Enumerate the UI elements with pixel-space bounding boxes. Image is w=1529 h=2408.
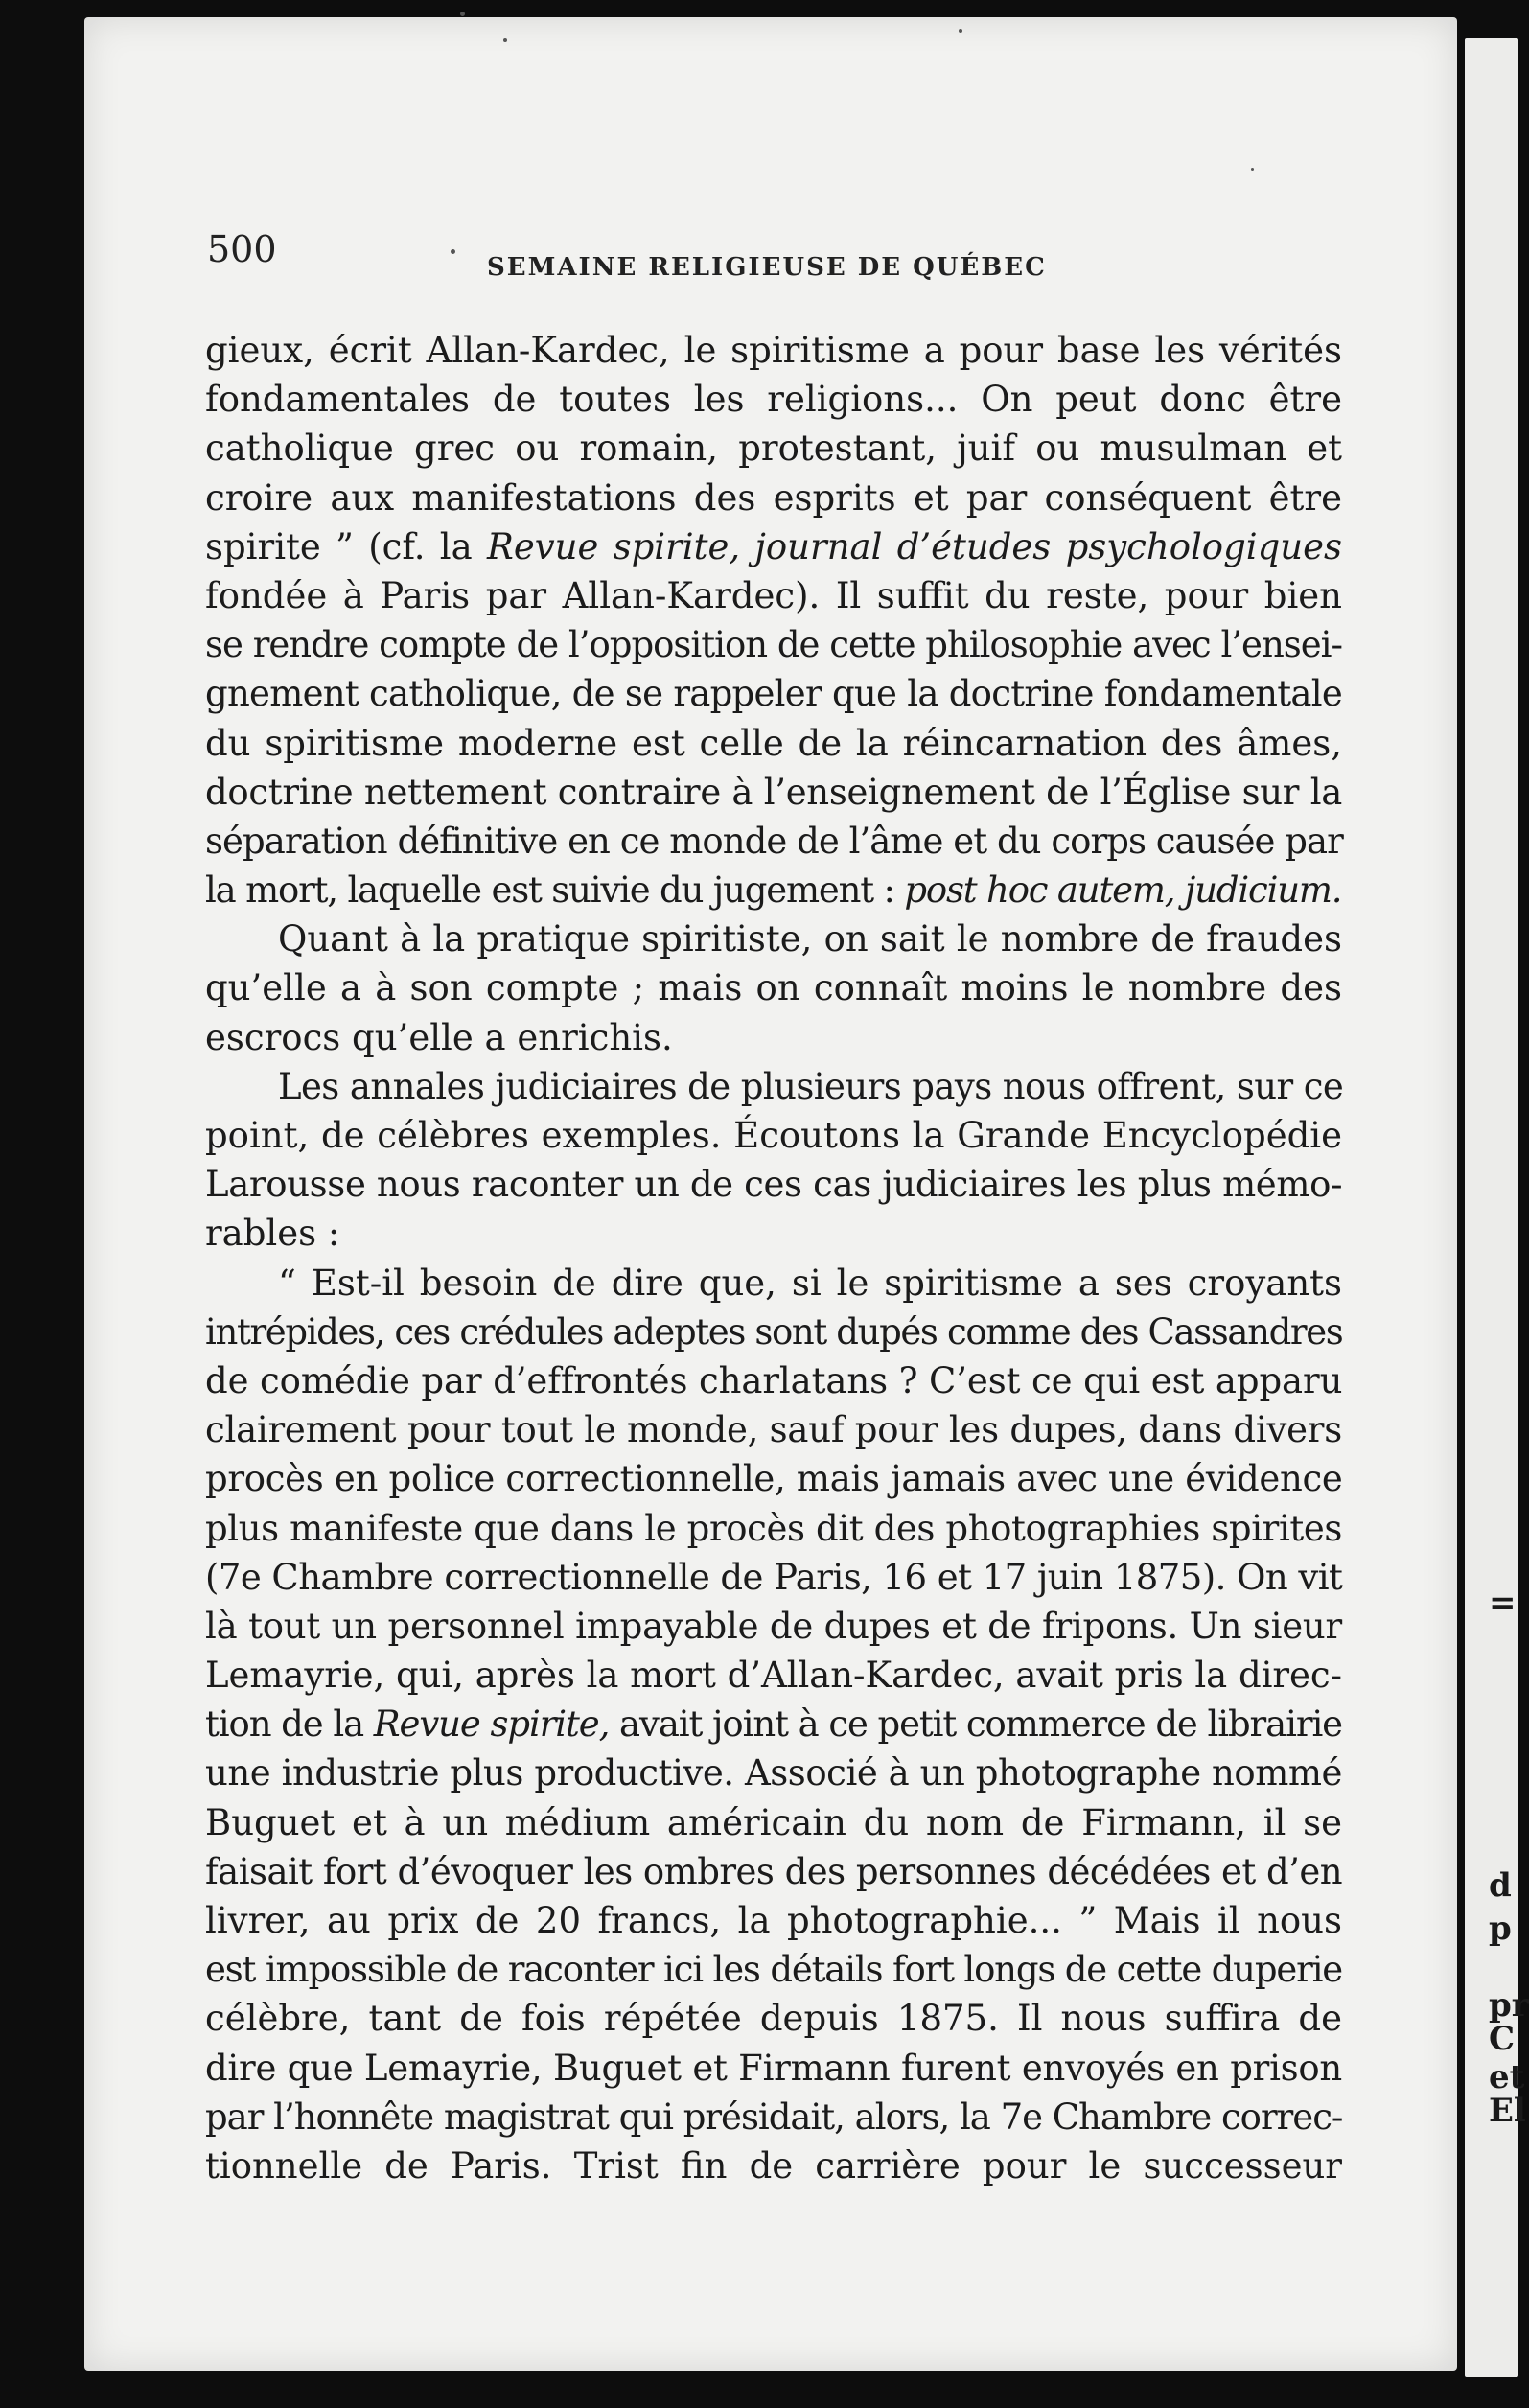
text-line: plus manifeste que dans le procès dit des photographies spirites xyxy=(205,1507,1342,1549)
text-line-with-citation: tion de la Revue spirite, avait joint à ce petit commerce de librairie xyxy=(205,1703,1342,1746)
adjacent-page-fragment: = xyxy=(1489,1584,1517,1622)
text-line: faisait fort d’évoquer les ombres des personnes décédées et d’en xyxy=(205,1850,1342,1892)
adjacent-page-fragment: pr xyxy=(1489,1986,1529,2025)
text-line: fondamentales de toutes les religions... On peut donc être xyxy=(205,379,1342,421)
running-head: SEMAINE RELIGIEUSE DE QUÉBEC xyxy=(487,253,1047,282)
text-line: gieux, écrit Allan-Kardec, le spiritisme a pour base les vérités xyxy=(205,330,1342,371)
text-line: séparation définitive en ce monde de l’âme et du corps causée par xyxy=(205,820,1343,862)
text-line: dire que Lemayrie, Buguet et Firmann furent envoyés en prison xyxy=(205,2047,1342,2089)
text-line: tionnelle de Paris. Trist fin de carrière pour le successeur xyxy=(205,2144,1342,2187)
text-line: une industrie plus productive. Associé à un photographe nommé xyxy=(205,1752,1342,1794)
text-line: fondée à Paris par Allan-Kardec). Il suffit du reste, pour bien xyxy=(205,574,1342,616)
adjacent-page-fragment: d xyxy=(1489,1866,1512,1905)
text-line-with-citation: spirite ” (cf. la Revue spirite, journal d’études psychologiques xyxy=(205,525,1342,567)
dust-speck xyxy=(503,38,507,42)
text-line: Lemayrie, qui, après la mort d’Allan-Kardec, avait pris la direc- xyxy=(205,1655,1342,1697)
text-line: doctrine nettement contraire à l’enseignement de l’Église sur la xyxy=(205,771,1342,813)
adjacent-page-fragment: p xyxy=(1489,1910,1512,1948)
adjacent-page-fragment: El xyxy=(1489,2092,1526,2130)
dust-speck xyxy=(959,29,962,33)
text-line: (7e Chambre correctionnelle de Paris, 16 et 17 juin 1875). On vit xyxy=(205,1556,1343,1598)
italic-title: post hoc autem, judicium. xyxy=(904,869,1342,912)
adjacent-page-fragment: et xyxy=(1489,2058,1525,2096)
text-line: Buguet et à un médium américain du nom de Firmann, il se xyxy=(205,1801,1342,1843)
page-number: 500 xyxy=(207,228,277,270)
dust-speck xyxy=(460,12,465,16)
text-line: célèbre, tant de fois répétée depuis 1875. Il nous suffira de xyxy=(205,1998,1342,2040)
paragraph-start-line: Quant à la pratique spiritiste, on sait le nombre de fraudes xyxy=(278,918,1342,961)
italic-title: Revue spirite, journal d’études psychologiques xyxy=(486,525,1342,567)
text-line: point, de célèbres exemples. Écoutons la Grande Encyclopédie xyxy=(205,1115,1342,1156)
italic-title: Revue spirite, xyxy=(373,1703,610,1746)
text-line: est impossible de raconter ici les détails fort longs de cette duperie xyxy=(205,1949,1342,1991)
text-line: de comédie par d’effrontés charlatans ? C’est ce qui est apparu xyxy=(205,1359,1343,1401)
text-line: intrépides, ces crédules adeptes sont dupés comme des Cassandres xyxy=(205,1310,1343,1353)
text-line: gnement catholique, de se rappeler que la doctrine fondamentale xyxy=(205,673,1342,715)
text-line: par l’honnête magistrat qui présidait, alors, la 7e Chambre correc- xyxy=(205,2095,1343,2138)
text-line: Larousse nous raconter un de ces cas judiciaires les plus mémo- xyxy=(205,1164,1343,1206)
adjacent-page-fragment: C xyxy=(1489,2020,1516,2058)
page-header xyxy=(207,228,1070,286)
paragraph-end-line: rables : xyxy=(205,1213,340,1255)
text-line: livrer, au prix de 20 francs, la photographie... ” Mais il nous xyxy=(205,1900,1342,1941)
text-line: se rendre compte de l’opposition de cette philosophie avec l’ensei- xyxy=(205,624,1342,666)
paragraph-start-line: Les annales judiciaires de plusieurs pays nous offrent, sur ce xyxy=(278,1065,1344,1107)
quotation-start-line: “ Est-il besoin de dire que, si le spiritisme a ses croyants xyxy=(278,1262,1342,1304)
text-line: catholique grec ou romain, protestant, juif ou musulman et xyxy=(205,428,1342,470)
body-text xyxy=(205,326,1342,2190)
text-line: croire aux manifestations des esprits et par conséquent être xyxy=(205,476,1342,519)
text-line: qu’elle a à son compte ; mais on connaît moins le nombre des xyxy=(205,967,1342,1009)
text-line: procès en police correctionnelle, mais jamais avec une évidence xyxy=(205,1458,1343,1500)
text-line: là tout un personnel impayable de dupes et de fripons. Un sieur xyxy=(205,1605,1342,1647)
text-line: clairement pour tout le monde, sauf pour les dupes, dans divers xyxy=(205,1409,1342,1451)
paragraph-end-line: escrocs qu’elle a enrichis. xyxy=(205,1016,673,1058)
dust-speck xyxy=(1251,168,1254,171)
text-line-with-latin-quote: la mort, laquelle est suivie du jugement : post hoc autem, judicium. xyxy=(205,869,1342,912)
text-line: du spiritisme moderne est celle de la réincarnation des âmes, xyxy=(205,722,1342,764)
